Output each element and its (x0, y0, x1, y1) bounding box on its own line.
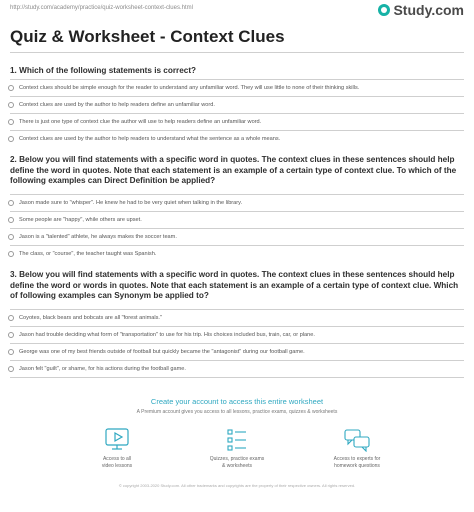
feature-quizzes-worksheets (192, 428, 282, 469)
quizzes-worksheets-icon (223, 428, 251, 452)
radio-icon[interactable] (8, 366, 14, 372)
question-2-emphasis: Direct Definition (104, 176, 168, 186)
radio-icon[interactable] (8, 85, 14, 91)
question-1-option-2[interactable]: Context clues are used by the author to help readers define an unfamiliar word. (8, 97, 462, 112)
study-logo-icon (378, 4, 390, 16)
page-url: http://study.com/academy/practice/quiz-worksheet-context-clues.html (10, 5, 193, 11)
feature-video-lessons (72, 428, 162, 469)
question-1-text: 1. Which of the following statements is correct? (10, 66, 197, 75)
radio-icon[interactable] (8, 217, 14, 223)
question-2-option-3[interactable]: Jason is a "talented" athlete, he always makes the soccer team. (8, 229, 462, 244)
option-divider (10, 377, 464, 378)
copyright-footer: © copyright 2003-2020 Study.com. All other trademarks and copyrights are the property of their respective owners. All rights reserved. (118, 483, 356, 488)
radio-icon[interactable] (8, 349, 14, 355)
radio-icon[interactable] (8, 119, 14, 125)
radio-icon[interactable] (8, 251, 14, 257)
question-2-option-4[interactable]: The class, or "course", the teacher taught was Spanish. (8, 246, 462, 261)
feature-label: Access to experts for homework questions (333, 456, 381, 469)
radio-icon[interactable] (8, 136, 14, 142)
question-2-text: 2. Below you will find statements with a specific word in quotes. The context clues in these sentences should help define the word in quotes. Note that each statement is an example of a certain type of context clue. To which of the following examples can Direct Definition be applied? (10, 155, 457, 186)
cta-subtitle: A Premium account gives you access to all lessons, practice exams, quizzes & worksheets (136, 409, 338, 415)
feature-label: Access to all video lessons (101, 456, 133, 469)
question-3-text: 3. Below you will find statements with a specific word in quotes. The context clues in these sentences should help define the word or words in quotes. Note that each statement is an example of a certain type of context clue. Which of following examples can Synonym be applied to? (10, 270, 459, 301)
question-3-emphasis: Synonym (114, 291, 152, 301)
video-lessons-icon (103, 428, 131, 452)
question-1-option-4[interactable]: Context clues are used by the author to help readers to understand what the sentence as a whole means. (8, 131, 462, 146)
question-1-option-3[interactable]: There is just one type of context clue the author will use to help readers define an unfamiliar word. (8, 114, 462, 129)
question-3-option-3[interactable]: George was one of my best friends outside of football but quickly became the "antagonist" during our football game. (8, 344, 462, 359)
radio-icon[interactable] (8, 332, 14, 338)
experts-chat-icon (343, 428, 371, 452)
question-3-option-4[interactable]: Jason felt "guilt", or shame, for his actions during the football game. (8, 361, 462, 376)
study-logo-text: Study.com (393, 2, 464, 18)
feature-label: Quizzes, practice exams & worksheets (209, 456, 265, 469)
radio-icon[interactable] (8, 315, 14, 321)
question-2-option-2[interactable]: Some people are "happy", while others are upset. (8, 212, 462, 227)
question-1-option-1[interactable]: Context clues should be simple enough for the reader to understand any unfamiliar word. They will use little to none of their thinking skills. (8, 80, 462, 95)
cta-title[interactable]: Create your account to access this entire worksheet (150, 397, 324, 406)
radio-icon[interactable] (8, 102, 14, 108)
question-3-option-1[interactable]: Coyotes, black bears and bobcats are all "forest animals." (8, 310, 462, 325)
study-logo[interactable] (378, 2, 464, 18)
question-2-option-1[interactable]: Jason made sure to "whisper". He knew he had to be very quiet when talking in the library. (8, 195, 462, 210)
page-title: Quiz & Worksheet - Context Clues (10, 27, 285, 46)
title-divider (10, 52, 464, 53)
question-3-option-2[interactable]: Jason had trouble deciding what form of "transportation" to use for his trip. His choices included bus, train, car, or plane. (8, 327, 462, 342)
radio-icon[interactable] (8, 234, 14, 240)
radio-icon[interactable] (8, 200, 14, 206)
feature-experts (312, 428, 402, 469)
